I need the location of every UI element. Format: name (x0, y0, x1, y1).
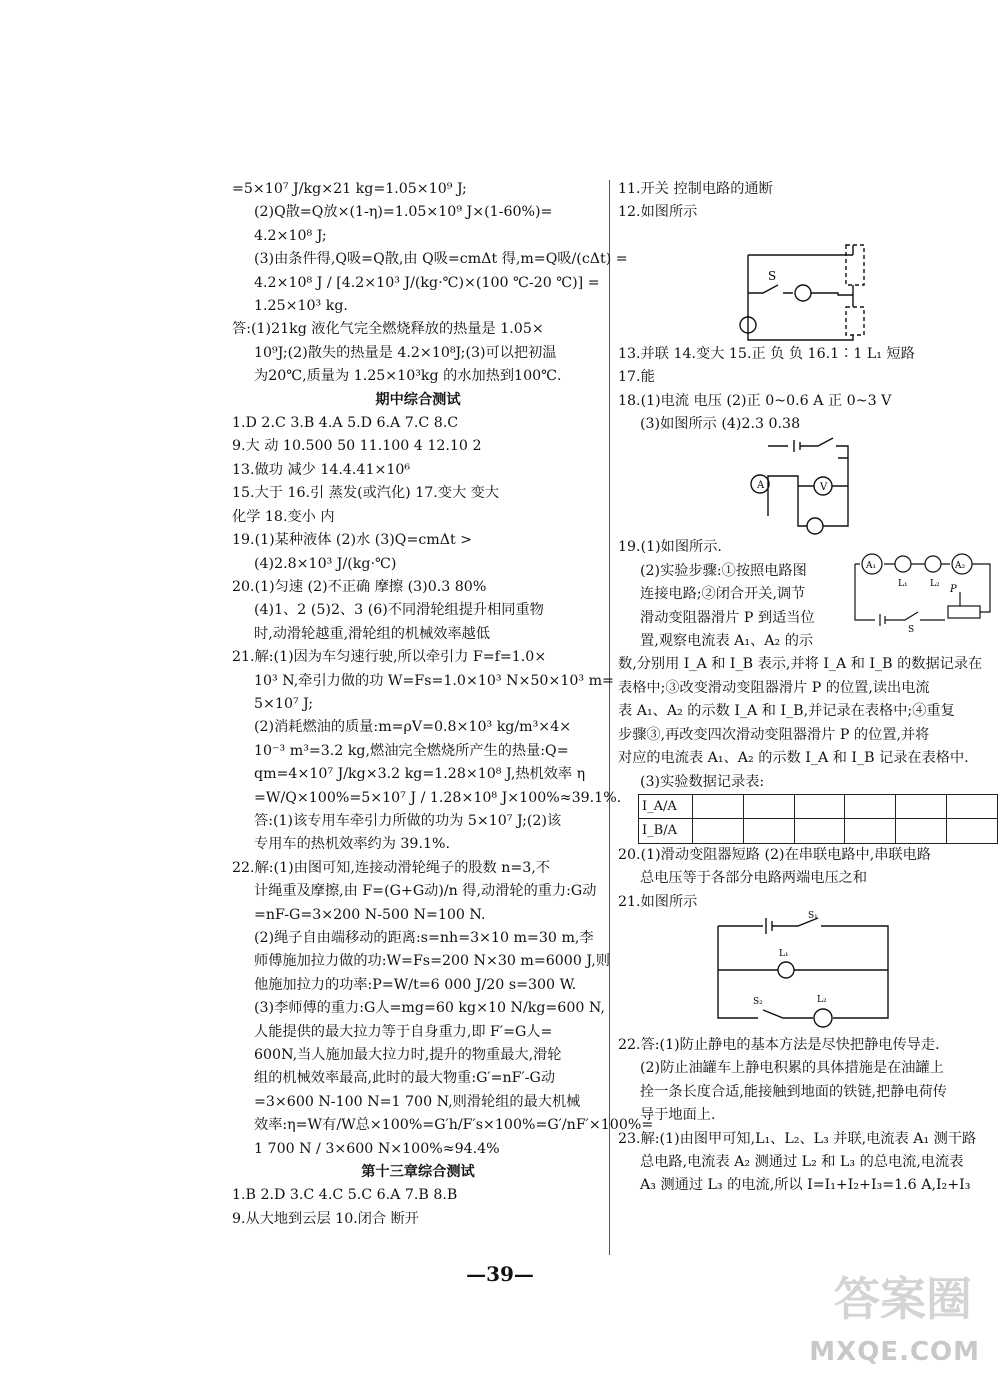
text-line: 人能提供的最大拉力等于自身重力,即 F′=G人= (254, 1023, 553, 1040)
empty-cell (743, 819, 794, 843)
text-line: (4)1、2 (5)2、3 (6)不同滑轮组提升相同重物 (254, 602, 544, 619)
text-line: 总电压等于各部分电路两端电压之和 (640, 870, 868, 887)
label-l2-21: L₂ (817, 994, 827, 1005)
text-line: 13.并联 14.变大 15.正 负 负 16.1∶1 L₁ 短路 (618, 345, 915, 362)
watermark-logo-text: 答案圈 (834, 1272, 972, 1326)
text-line: 11.开关 控制电路的通断 (618, 181, 773, 197)
text-line: 时,动滑轮越重,滑轮组的机械效率越低 (254, 625, 491, 642)
text-line: 置,观察电流表 A₁、A₂ 的示 (640, 633, 814, 650)
answers-20-21 (618, 844, 998, 914)
text-line: 答:(1)21kg 液化气完全燃烧释放的热量是 1.05× (232, 321, 544, 338)
watermark-logo (787, 1267, 992, 1377)
circuit-figure-21 (618, 910, 998, 1034)
text-line: 组的机械效率最高,此时的最大物重:G′=nF′-G动 (254, 1070, 556, 1087)
text-line: (2)Q散=Q放×(1-η)=1.05×10⁹ J×(1-60%)= (254, 204, 553, 221)
label-voltmeter: V (820, 482, 828, 494)
answers-13-18 (618, 343, 998, 437)
text-line: 15.大于 16.引 蒸发(或汽化) 17.变大 变大 (232, 485, 500, 502)
text-line: (3)由条件得,Q吸=Q散,由 Q吸=cmΔt 得,m=Q吸/(cΔt) = (254, 251, 628, 268)
chapter13-heading: 第十三章综合测试 (361, 1164, 475, 1181)
text-line: 表 A₁、A₂ 的示数 I_A 和 I_B,并记录在表格中;④重复 (618, 703, 955, 720)
answer-19-block (618, 536, 998, 793)
circuit-diagram-19 (850, 554, 998, 634)
text-line: 对应的电流表 A₁、A₂ 的示数 I_A 和 I_B 记录在表格中. (618, 750, 969, 767)
circuit-figure-12 (618, 225, 998, 343)
text-line: 计绳重及摩擦,由 F=(G+G动)/n 得,动滑轮的重力:G动 (254, 883, 597, 900)
text-line: 拴一条长度合适,能接触到地面的铁链,把静电荷传 (640, 1083, 947, 1100)
text-line: A₃ 测通过 L₃ 的电流,所以 I=I₁+I₂+I₃=1.6 A,I₂+I₃ (640, 1177, 971, 1194)
row-header-cell: I_A/A (639, 794, 693, 818)
empty-cell (896, 794, 947, 818)
text-line: 表格中;③改变滑动变阻器滑片 P 的位置,读出电流 (618, 679, 930, 696)
text-line: 总电路,电流表 A₂ 测通过 L₂ 和 L₃ 的总电流,电流表 (640, 1153, 964, 1170)
circuit-diagram-12 (728, 225, 928, 343)
circuit-figure-18 (618, 436, 998, 536)
text-line: 12.如图所示 (618, 204, 698, 221)
text-line: 9.从大地到云层 10.闭合 断开 (232, 1210, 419, 1227)
text-line: 10⁹J;(2)散失的热量是 4.2×10⁸J;(3)可以把初温 (254, 344, 557, 361)
text-line: (3)如图所示 (4)2.3 0.38 (640, 416, 801, 433)
text-line: 滑动变阻器滑片 P 到适当位 (640, 609, 815, 626)
chapter13-answers (232, 1184, 604, 1231)
label-ammeter: A (757, 480, 765, 492)
text-line: =5×10⁷ J/kg×21 kg=1.05×10⁹ J; (232, 181, 467, 197)
text-line: 效率:η=W有/W总×100%=G′h/F′s×100%=G′/nF′×100%= (254, 1117, 654, 1134)
text-line: 21.如图所示 (618, 893, 698, 910)
empty-cell (947, 819, 998, 843)
text-line: 1 700 N / 3×600 N×100%≈94.4% (254, 1140, 500, 1157)
empty-cell (845, 794, 896, 818)
text-line: 数,分别用 I_A 和 I_B 表示,并将 I_A 和 I_B 的数据记录在 (618, 656, 983, 673)
text-line: 10³ N,牵引力做的功 W=Fs=1.0×10³ N×50×10³ m= (254, 672, 614, 689)
empty-cell (692, 819, 743, 843)
text-line: 21.解:(1)因为车匀速行驶,所以牵引力 F=f=1.0× (232, 649, 547, 666)
circuit-diagram-18 (748, 436, 948, 536)
text-line: (2)消耗燃油的质量:m=ρV=0.8×10³ kg/m³×4× (254, 719, 572, 736)
text-line: 22.答:(1)防止静电的基本方法是尽快把静电传导走. (618, 1036, 940, 1053)
label-a2: A₂ (955, 561, 966, 572)
text-line: 连接电路;②闭合开关,调节 (640, 586, 806, 603)
text-line: 1.25×10³ kg. (254, 298, 348, 315)
solution-continuation (232, 178, 628, 389)
empty-cell (896, 819, 947, 843)
text-line: qm=4×10⁷ J/kg×3.2 kg=1.28×10⁸ J,热机效率 η (254, 766, 586, 783)
text-line: 1.B 2.D 3.C 4.C 5.C 6.A 7.B 8.B (232, 1187, 458, 1204)
empty-cell (845, 819, 896, 843)
label-switch-s: S (908, 625, 915, 636)
label-s1: S₁ (808, 910, 818, 921)
label-l2: L₂ (930, 579, 940, 590)
table-row (639, 794, 998, 818)
text-line: 22.解:(1)由图可知,连接动滑轮绳子的股数 n=3,不 (232, 859, 551, 876)
watermark-url: MXQE.COM (809, 1337, 980, 1367)
text-line: (2)防止油罐车上静电积累的具体措施是在油罐上 (640, 1060, 944, 1077)
text-line: 10⁻³ m³=3.2 kg,燃油完全燃烧所产生的热量:Q= (254, 742, 569, 759)
text-line: 600N,当人施加最大拉力时,提升的物重最大,滑轮 (254, 1047, 562, 1064)
empty-cell (692, 794, 743, 818)
text-line: =W/Q×100%=5×10⁷ J / 1.28×10⁸ J×100%≈39.1%. (254, 789, 622, 806)
text-line: 导于地面上. (640, 1107, 716, 1124)
text-line: =nF-G=3×200 N-500 N=100 N. (254, 906, 486, 923)
text-line: =3×600 N-100 N=1 700 N,则滑轮组的最大机械 (254, 1093, 581, 1110)
empty-cell (794, 794, 845, 818)
text-line: 师傅施加拉力做的功:W=Fs=200 N×30 m=6000 J,则 (254, 953, 610, 970)
table-row (639, 819, 998, 843)
right-column (618, 178, 998, 1198)
empty-cell (743, 794, 794, 818)
midterm-answers (232, 412, 654, 1161)
text-line: 步骤③,再改变四次滑动变阻器滑片 P 的位置,并将 (618, 726, 930, 743)
text-line: 他施加拉力的功率:P=W/t=6 000 J/20 s=300 W. (254, 976, 577, 993)
label-l1-21: L₁ (779, 948, 789, 959)
text-line: 18.(1)电流 电压 (2)正 0~0.6 A 正 0~3 V (618, 392, 892, 409)
text-line: 17.能 (618, 369, 655, 386)
text-line: 4.2×10⁸ J / [4.2×10³ J/(kg·℃)×(100 ℃-20 ℃)] = (254, 274, 600, 291)
text-line: 1.D 2.C 3.B 4.A 5.D 6.A 7.C 8.C (232, 415, 459, 432)
circuit-figure-19 (850, 554, 998, 634)
text-line: (4)2.8×10³ J/(kg·℃) (254, 555, 397, 572)
text-line: 为20℃,质量为 1.25×10³kg 的水加热到100℃. (254, 368, 562, 385)
row-header-cell: I_B/A (639, 819, 693, 843)
label-s: S (768, 268, 777, 283)
text-line: 20.(1)滑动变阻器短路 (2)在串联电路中,串联电路 (618, 846, 931, 863)
text-line: 19.(1)如图所示. (618, 539, 722, 556)
text-line: 13.做功 减少 14.4.41×10⁶ (232, 461, 411, 478)
midterm-heading: 期中综合测试 (375, 391, 461, 408)
text-line: 4.2×10⁸ J; (254, 227, 327, 244)
empty-cell (947, 794, 998, 818)
text-line: (2)绳子自由端移动的距离:s=nh=3×10 m=30 m,李 (254, 930, 594, 946)
text-line: 9.大 动 10.500 50 11.100 4 12.10 2 (232, 438, 482, 455)
circuit-diagram-21 (713, 910, 913, 1034)
answers-11-12 (618, 178, 998, 225)
page-number: —39— (466, 1262, 534, 1286)
column-divider (609, 180, 610, 1255)
text-line: 答:(1)该专用车牵引力所做的功为 5×10⁷ J;(2)该 (254, 812, 562, 829)
text-line: 20.(1)匀速 (2)不正确 摩擦 (3)0.3 80% (232, 578, 487, 595)
label-a1: A₁ (866, 561, 877, 572)
text-line: (3)李师傅的重力:G人=mg=60 kg×10 N/kg=600 N, (254, 1000, 605, 1017)
text-line: 19.(1)某种液体 (2)水 (3)Q=cmΔt > (232, 532, 473, 549)
label-s2: S₂ (753, 996, 763, 1007)
text-line: (2)实验步骤:①按照电路图 (640, 562, 807, 579)
text-line: 23.解:(1)由图甲可知,L₁、L₂、L₃ 并联,电流表 A₁ 测干路 (618, 1130, 977, 1147)
answers-22-23 (618, 1034, 998, 1198)
label-l1: L₁ (898, 579, 908, 590)
text-line: 专用车的热机效率约为 39.1%. (254, 836, 450, 853)
label-p: P (950, 584, 957, 596)
data-record-table (638, 794, 998, 844)
text-line: (3)实验数据记录表: (640, 773, 765, 790)
empty-cell (794, 819, 845, 843)
text-line: 5×10⁷ J; (254, 695, 314, 712)
text-line: 化学 18.变小 内 (232, 508, 335, 525)
